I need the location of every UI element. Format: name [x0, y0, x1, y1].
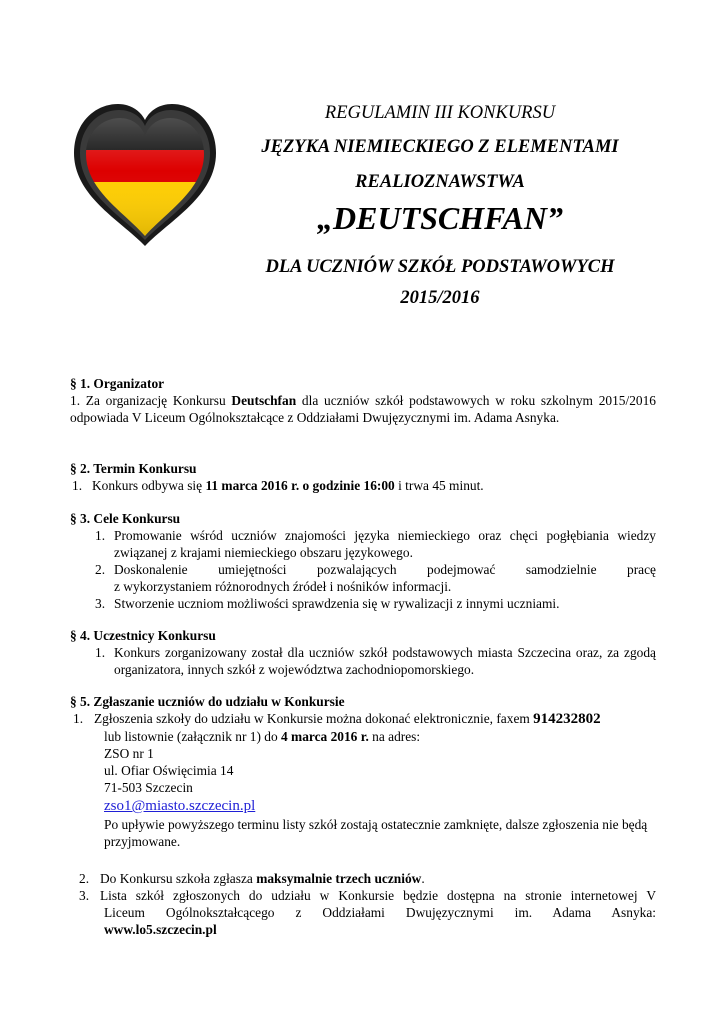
- title-line-3: REALIOZNAWSTWA: [355, 172, 525, 192]
- email-link[interactable]: zso1@miasto.szczecin.pl: [104, 798, 256, 814]
- list-item: 1. Promowanie wśród uczniów znajomości języka niemieckiego oraz chęci pogłębiania wiedzy związanej z krajami niemieckiego obszaru językowego.: [95, 528, 656, 560]
- section-heading: § 1. Organizator: [70, 376, 165, 391]
- item-number: 3.: [79, 888, 90, 903]
- section-participants: [70, 627, 656, 678]
- section-organizer: [70, 375, 656, 426]
- item-number: 1.: [95, 645, 106, 660]
- item-number: 2.: [95, 562, 106, 577]
- paragraph: 1. Za organizację Konkursu Deutschfan dla uczniów szkół podstawowych w roku szkolnym 2015/2016 odpowiada V Liceum Ogólnokształcące z Oddziałami Dwujęzycznymi im. Adama Asnyka.: [70, 393, 656, 425]
- website-link[interactable]: www.lo5.szczecin.pl: [104, 922, 217, 937]
- item-number: 1.: [72, 478, 83, 493]
- item-number: 1.: [73, 711, 84, 726]
- list-item: 2. Doskonalenie umiejętności pozwalających podejmować samodzielnie pracę z wykorzystaniem różnorodnych źródeł i nośników informacji.: [95, 562, 656, 594]
- address-line: ul. Ofiar Oświęcimia 14: [104, 763, 234, 778]
- item-number: 1.: [95, 528, 106, 543]
- section-registration: [70, 693, 656, 938]
- address-line: 71-503 Szczecin: [104, 780, 193, 795]
- section-goals: [70, 510, 656, 612]
- list-item: 1. Zgłoszenia szkoły do udziału w Konkursie można dokonać elektronicznie, faxem 914232802 lub listownie (załącznik nr 1) do 4 marca 2016 r. na adres: ZSO nr 1 ul. Ofiar Oświęcimia 14 71-503 Szczecin zso1@miasto.szczecin.pl Po upływie powyższego terminu listy szkół zostają ostatecznie zamknięte, dalsze zgłoszenia nie będą przyjmowane.: [70, 710, 656, 850]
- address-line: ZSO nr 1: [104, 746, 154, 761]
- contest-name: „DEUTSCHFAN”: [317, 200, 563, 236]
- german-flag-heart-icon: [72, 98, 218, 250]
- list-item: 3. Stworzenie uczniom możliwości sprawdzenia się w rywalizacji z innymi uczniami.: [95, 596, 560, 611]
- note: Po upływie powyższego terminu listy szkół zostają ostatecznie zamknięte, dalsze zgłoszenia nie będą przyjmowane.: [104, 817, 648, 849]
- section-heading: § 5. Zgłaszanie uczniów do udziału w Konkursie: [70, 694, 345, 709]
- item-number: 3.: [95, 596, 106, 611]
- list-item: 2. Do Konkursu szkoła zgłasza maksymalnie trzech uczniów.: [79, 871, 425, 886]
- item-number: 2.: [79, 871, 90, 886]
- section-heading: § 4. Uczestnicy Konkursu: [70, 628, 216, 643]
- section-heading: § 2. Termin Konkursu: [70, 461, 197, 476]
- title-line-5: DLA UCZNIÓW SZKÓŁ PODSTAWOWYCH: [265, 257, 615, 277]
- section-heading: § 3. Cele Konkursu: [70, 511, 181, 526]
- section-date: [70, 460, 656, 494]
- list-item: 3. Lista szkół zgłoszonych do udziału w Konkursie będzie dostępna na stronie internetowej V Liceum Ogólnokształcącego z Oddziałami Dwujęzycznymi im. Adama Asnyka: www.lo5.szczecin.pl: [79, 888, 656, 937]
- title-line-2: JĘZYKA NIEMIECKIEGO Z ELEMENTAMI: [261, 137, 619, 157]
- school-year: 2015/2016: [400, 288, 480, 308]
- title-line-1: REGULAMIN III KONKURSU: [324, 103, 556, 123]
- fax-number: 914232802: [533, 711, 601, 727]
- list-item: 1. Konkurs odbywa się 11 marca 2016 r. o godzinie 16:00 i trwa 45 minut.: [72, 478, 484, 493]
- list-item: 1. Konkurs zorganizowany został dla uczniów szkół podstawowych miasta Szczecina oraz, za zgodą organizatora, innych szkół z województwa zachodniopomorskiego.: [95, 645, 656, 677]
